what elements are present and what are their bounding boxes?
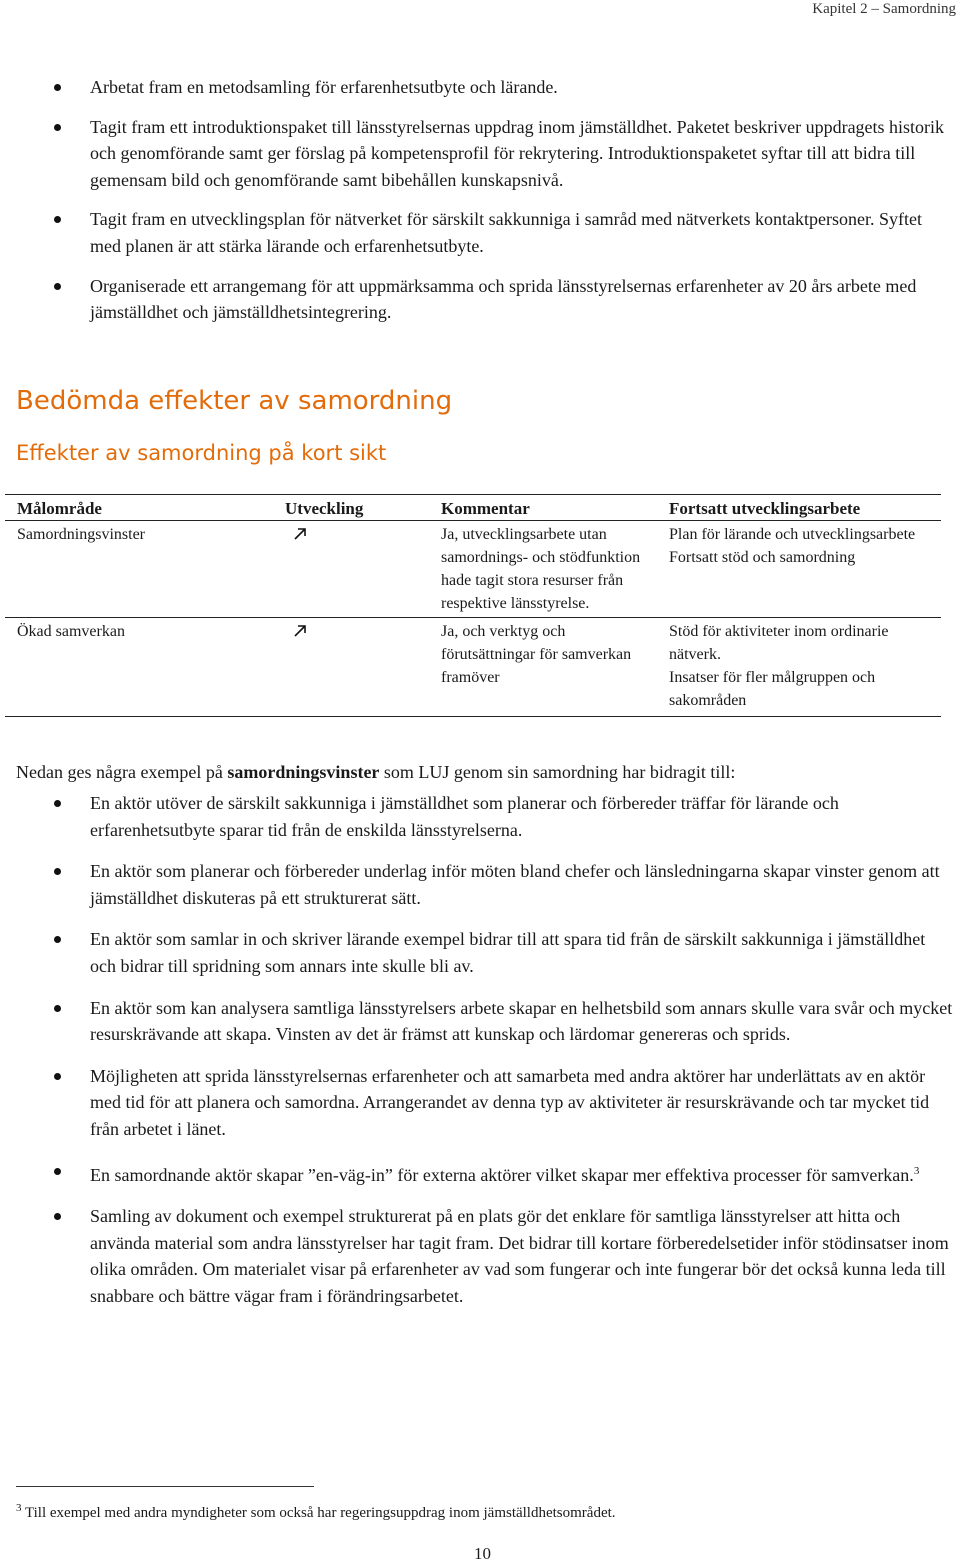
column-header-area: Målområde xyxy=(5,495,281,521)
bullet-icon xyxy=(54,1005,61,1012)
bullet-icon xyxy=(54,283,61,290)
list-item-text: En aktör som kan analysera samtliga länsstyrelsers arbete skapar en helhetsbild som annars skulle vara svår och mycket resurskrävande att skapa. Vinsten av det är främst att kunskap och lärdomar genereras och sprids. xyxy=(90,997,953,1045)
list-item xyxy=(0,74,960,101)
table-cell-comment: Ja, och verktyg och förutsättningar för samverkan framöver xyxy=(437,618,665,717)
intro-text-after: som LUJ genom sin samordning har bidragit till: xyxy=(379,762,736,782)
list-item xyxy=(0,1063,960,1143)
list-item-text: En samordnande aktör skapar ”en-väg-in” för externa aktörer vilket skapar mer effektiva processer för samverkan. xyxy=(90,1164,914,1185)
table-cell-comment: Ja, utvecklingsarbete utan samordnings- och stödfunktion hade tagit stora resurser från respektive länsstyrelse. xyxy=(437,521,665,618)
achievements-list xyxy=(0,74,960,339)
page-number: 10 xyxy=(474,1544,491,1563)
bullet-icon xyxy=(54,936,61,943)
list-item-text: Arbetat fram en metodsamling för erfarenhetsutbyte och lärande. xyxy=(90,77,558,97)
bullet-icon xyxy=(54,800,61,807)
bullet-icon xyxy=(54,868,61,875)
column-header-trend: Utveckling xyxy=(281,495,437,521)
footnote-marker: 3 xyxy=(16,1502,22,1514)
bullet-icon xyxy=(54,1213,61,1220)
further-work-line: Plan för lärande och utvecklingsarbete xyxy=(669,526,916,543)
footnote-divider xyxy=(16,1486,314,1487)
bullet-icon xyxy=(54,216,61,223)
effects-table xyxy=(5,494,941,717)
list-item-text: Möjligheten att sprida länsstyrelsernas erfarenheter och att samarbeta med andra aktörer har underlättats av en aktör med tid för att planera och samordna. Arrangerandet av denna typ av aktiviteter är resurskrävande och tar mycket tid från arbetet i länet. xyxy=(90,1065,930,1139)
bullet-icon xyxy=(54,124,61,131)
list-item xyxy=(0,858,960,911)
bullet-icon xyxy=(54,1168,61,1175)
list-item-text: Organiserade ett arrangemang för att uppmärksamma och sprida länsstyrelsernas erfarenheter av 20 års arbete med jämställdhet och jämställdhetsintegrering. xyxy=(90,275,917,323)
list-item xyxy=(0,114,960,194)
arrow-up-right-icon xyxy=(293,622,307,645)
list-item-text: Tagit fram en utvecklingsplan för nätverket för särskilt sakkunniga i samråd med nätverkets kontaktpersoner. Syftet med planen är att stärka lärande och erfarenhetsutbyte. xyxy=(90,209,922,256)
benefits-list xyxy=(0,790,960,1325)
arrow-up-right-icon xyxy=(293,525,307,548)
running-header: Kapitel 2 – Samordning xyxy=(812,1,956,17)
table-header-row xyxy=(5,495,941,521)
further-work-line: Insatser för fler målgruppen och sakområden xyxy=(669,669,876,709)
table-cell-area: Samordningsvinster xyxy=(5,521,281,618)
table-cell-further-work xyxy=(665,521,941,618)
list-item-text: Samling av dokument och exempel strukturerat på en plats gör det enklare för samtliga länsstyrelser att hitta och använda material som andra länsstyrelser har tagit fram. Det bidrar till kortare förberedelsetider inför stödinsatser inom olika områden. Om materialet visar på erfarenheter av vad som fungerar och inte fungerar bör det också kunna leda till snabbare och bättre vägar fram i förändringsarbetet. xyxy=(90,1206,949,1306)
table-row xyxy=(5,521,941,618)
list-item xyxy=(0,1158,960,1189)
list-item-text: En aktör som samlar in och skriver lärande exempel bidrar till att spara tid från de särskilt sakkunniga i jämställdhet och bidrar till spridning som annars inte skulle bli av. xyxy=(90,929,926,976)
list-item xyxy=(0,206,960,259)
list-item-text: En aktör utöver de särskilt sakkunniga i jämställdhet som planerar och förbereder träffar för lärande och erfarenhetsutbyte sparar tid från de enskilda länsstyrelserna. xyxy=(90,793,839,840)
footnote xyxy=(16,1502,616,1522)
list-item xyxy=(0,790,960,843)
further-work-line: Stöd för aktiviteter inom ordinarie nätverk. xyxy=(669,623,889,663)
bullet-icon xyxy=(54,84,61,91)
column-header-comment: Kommentar xyxy=(437,495,665,521)
section-heading: Bedömda effekter av samordning xyxy=(16,386,453,416)
list-item xyxy=(0,273,960,326)
intro-paragraph xyxy=(16,762,735,783)
table-row xyxy=(5,618,941,717)
column-header-further-work: Fortsatt utvecklingsarbete xyxy=(665,495,941,521)
table-cell-trend xyxy=(281,618,437,717)
table-cell-area: Ökad samverkan xyxy=(5,618,281,717)
list-item xyxy=(0,995,960,1048)
list-item-text: En aktör som planerar och förbereder underlag inför möten bland chefer och länsledningarna skapar vinster genom att jämställdhet diskuteras på ett strukturerat sätt. xyxy=(90,861,940,908)
list-item xyxy=(0,1203,960,1309)
intro-text-before: Nedan ges några exempel på xyxy=(16,762,228,782)
table-cell-trend xyxy=(281,521,437,618)
bullet-icon xyxy=(54,1073,61,1080)
footnote-text: Till exempel med andra myndigheter som också har regeringsuppdrag inom jämställdhetsområdet. xyxy=(24,1505,616,1521)
list-item xyxy=(0,926,960,979)
intro-text-bold: samordningsvinster xyxy=(227,762,380,782)
table-cell-further-work xyxy=(665,618,941,717)
further-work-line: Fortsatt stöd och samordning xyxy=(669,549,856,566)
subsection-heading: Effekter av samordning på kort sikt xyxy=(16,441,387,465)
footnote-reference[interactable]: 3 xyxy=(913,1164,920,1177)
list-item-text: Tagit fram ett introduktionspaket till länsstyrelsernas uppdrag inom jämställdhet. Paketet beskriver uppdragets historik och genomförande samt ger förslag på kompetensprofil för rekrytering. Introduktionspaketet syftar till att bidra till gemensam bild och genomförande samt bibehållen kunskapsnivå. xyxy=(90,116,945,190)
